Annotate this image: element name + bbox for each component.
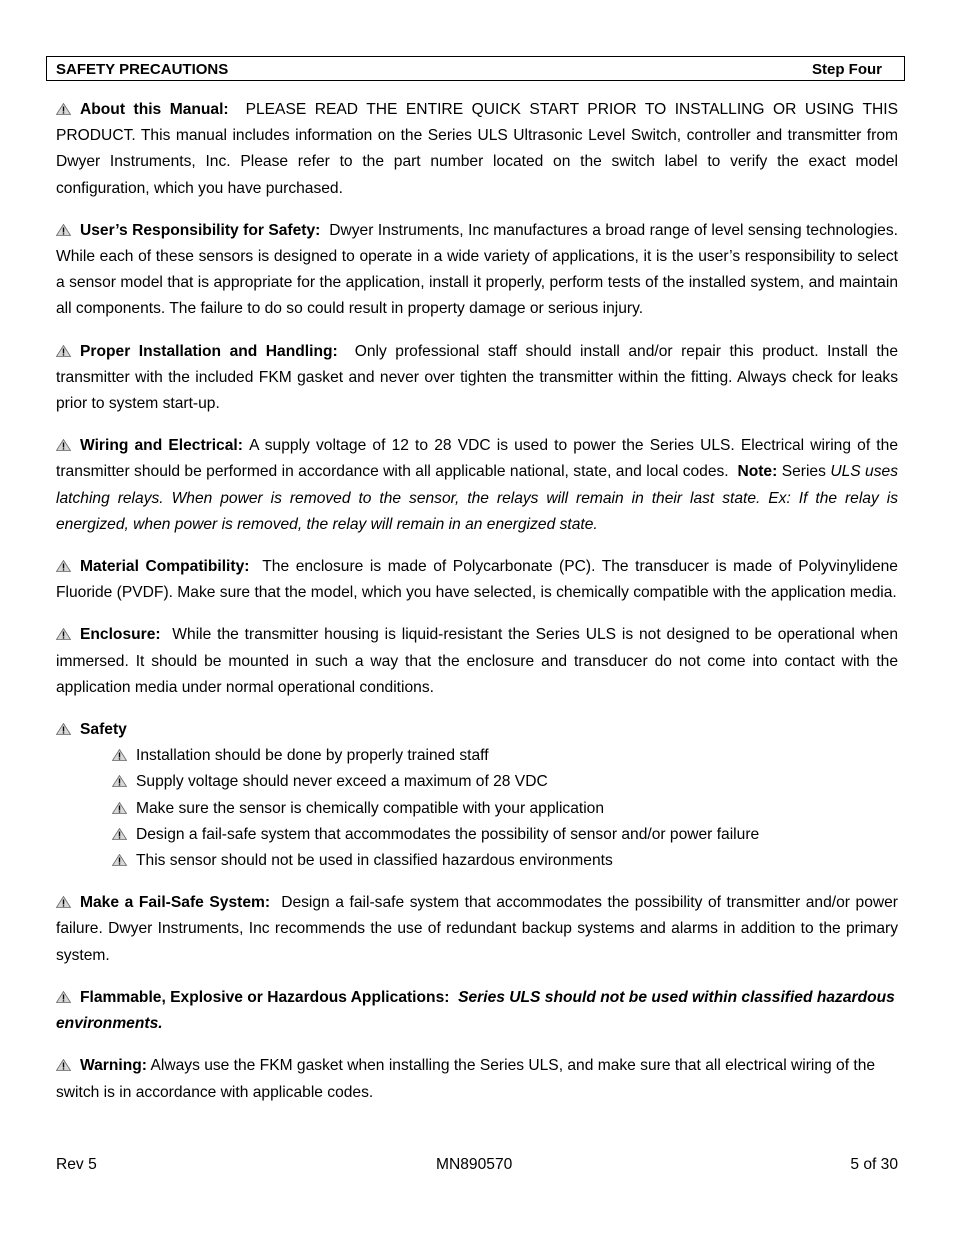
warning-triangle-icon [56, 345, 71, 357]
text-warning: Always use the FKM gasket when installing the Series ULS, and make sure that all electrical wiring of the switch is in accordance with applicable codes. [56, 1057, 876, 1101]
paragraph-enclosure [56, 622, 898, 701]
list-item-text: Make sure the sensor is chemically compatible with your application [136, 799, 605, 817]
heading-responsibility: User’s Responsibility for Safety: [80, 221, 321, 239]
warning-triangle-icon [56, 628, 71, 640]
section-header [46, 56, 905, 81]
revision-label: Rev 5 [56, 1156, 97, 1173]
warning-triangle-icon [56, 103, 71, 115]
document-body [56, 97, 898, 1106]
warning-triangle-icon [112, 828, 127, 840]
step-label: Step Four [812, 61, 882, 78]
note-italic: ULS uses latching relays. When power is removed to the sensor, the relays will remain in their last state. Ex: If the relay is energized, when power is removed, the relay will remain in an energized state. [56, 463, 898, 533]
list-item [112, 822, 898, 848]
list-item-text: Supply voltage should never exceed a maximum of 28 VDC [136, 773, 548, 791]
paragraph-safety [56, 717, 898, 874]
text-responsibility: Dwyer Instruments, Inc manufactures a broad range of level sensing technologies. While each of these sensors is designed to operate in a wide variety of applications, it is the user’s responsibility to select a sensor model that is appropriate for the application, install it properly, perform tests of the installed system, and maintain all components. The failure to do so could result in property damage or serious injury. [56, 221, 898, 318]
heading-safety: Safety [80, 721, 127, 739]
paragraph-flammable [56, 985, 898, 1037]
warning-triangle-icon [56, 560, 71, 572]
paragraph-responsibility [56, 218, 898, 323]
text-flammable: Series ULS should not be used within classified hazardous environments. [56, 988, 895, 1033]
warning-triangle-icon [56, 896, 71, 908]
warning-triangle-icon [112, 775, 127, 787]
section-title: SAFETY PRECAUTIONS [56, 61, 229, 78]
heading-installation: Proper Installation and Handling: [80, 342, 338, 360]
paragraph-installation [56, 339, 898, 418]
paragraph-about-manual [56, 97, 898, 202]
list-item-text: This sensor should not be used in classified hazardous environments [136, 852, 613, 870]
paragraph-wiring [56, 433, 898, 538]
paragraph-material [56, 554, 898, 606]
text-failsafe: Design a fail-safe system that accommodates the possibility of transmitter and/or power failure. Dwyer Instruments, Inc recommends the use of redundant backup systems and alarms in addition to the primary system. [56, 894, 898, 964]
page-footer [56, 1156, 898, 1178]
list-item-text: Design a fail-safe system that accommodates the possibility of sensor and/or power failure [136, 825, 760, 843]
warning-triangle-icon [112, 802, 127, 814]
paragraph-warning [56, 1053, 898, 1105]
warning-triangle-icon [56, 991, 71, 1003]
warning-triangle-icon [56, 1059, 71, 1071]
text-material: The enclosure is made of Polycarbonate (PC). The transducer is made of Polyvinylidene Fluoride (PVDF). Make sure that the model, which you have selected, is chemically compatible with the application media. [56, 558, 898, 602]
page-number: 5 of 30 [850, 1156, 898, 1173]
paragraph-failsafe [56, 890, 898, 969]
list-item [112, 769, 898, 795]
text-about-manual: PLEASE READ THE ENTIRE QUICK START PRIOR TO INSTALLING OR USING THIS PRODUCT. This manual includes information on the Series ULS Ultrasonic Level Switch, controller and transmitter from Dwyer Instruments, Inc. Please refer to the part number located on the switch label to verify the exact model configuration, which you have purchased. [56, 101, 898, 197]
warning-triangle-icon [112, 749, 127, 761]
heading-warning: Warning: [80, 1057, 147, 1075]
document-number: MN890570 [436, 1156, 513, 1173]
note-label: Note: [737, 463, 778, 481]
text-enclosure: While the transmitter housing is liquid-resistant the Series ULS is not designed to be operational when immersed. It should be mounted in such a way that the enclosure and transducer do not come into contact with the application media under normal operational conditions. [56, 626, 898, 696]
heading-failsafe: Make a Fail-Safe System: [80, 894, 271, 912]
warning-triangle-icon [56, 723, 71, 735]
warning-triangle-icon [56, 439, 71, 451]
heading-wiring: Wiring and Electrical: [80, 437, 243, 455]
heading-material: Material Compatibility: [80, 558, 250, 576]
heading-about-manual: About this Manual: [80, 101, 229, 118]
text-installation: Only professional staff should install and/or repair this product. Install the transmitter with the included FKM gasket and never over tighten the transmitter within the fitting. Always check for leaks prior to system start-up. [56, 342, 898, 413]
list-item [112, 743, 898, 769]
list-item [112, 796, 898, 822]
heading-flammable: Flammable, Explosive or Hazardous Applications: [80, 988, 450, 1006]
warning-triangle-icon [112, 854, 127, 866]
heading-enclosure: Enclosure: [80, 626, 161, 644]
note-plain: Series [781, 463, 826, 481]
text-wiring: A supply voltage of 12 to 28 VDC is used to power the Series ULS. Electrical wiring of the transmitter should be performed in accordance with all applicable national, state, and local codes. [56, 437, 898, 481]
list-item-text: Installation should be done by properly trained staff [136, 747, 489, 765]
safety-list [56, 743, 898, 874]
warning-triangle-icon [56, 224, 71, 236]
list-item [112, 848, 898, 874]
